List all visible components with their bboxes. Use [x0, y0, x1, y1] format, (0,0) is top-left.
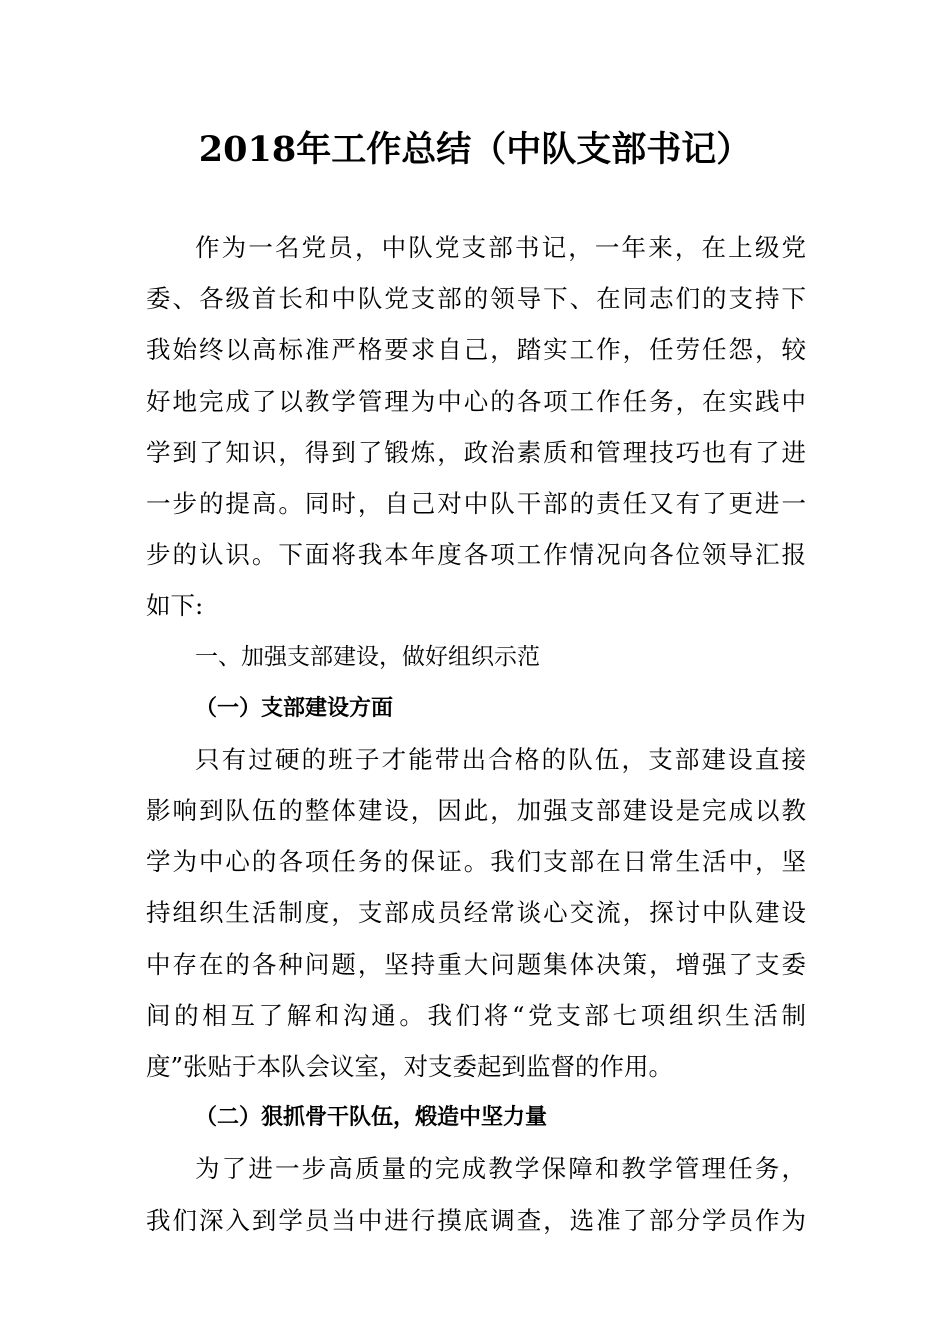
paragraph-line: 学为中心的各项任务的保证。我们支部在日常生活中，坚: [146, 847, 806, 877]
paragraph-line: 好地完成了以教学管理为中心的各项工作任务，在实践中: [146, 386, 806, 416]
paragraph-line: 持组织生活制度，支部成员经常谈心交流，探讨中队建设: [146, 898, 806, 928]
subsection-heading: （二）狠抓骨干队伍，煅造中坚力量: [195, 1105, 548, 1131]
document-body: [146, 222, 806, 1246]
paragraph-line: 作为一名党员，中队党支部书记，一年来，在上级党: [195, 233, 806, 262]
paragraph-line: 为了进一步高质量的完成教学保障和教学管理任务，: [195, 1154, 806, 1184]
paragraph-line: 我始终以高标准严格要求自己，踏实工作，任劳任怨，较: [146, 335, 806, 365]
subsection-heading: （一）支部建设方面: [195, 695, 394, 721]
paragraph-line: 如下:: [146, 591, 204, 621]
paragraph-line: 中存在的各种问题，坚持重大问题集体决策，增强了支委: [146, 949, 806, 979]
paragraph-line: 委、各级首长和中队党支部的领导下、在同志们的支持下: [146, 284, 806, 314]
paragraph-line: 步的认识。下面将我本年度各项工作情况向各位领导汇报: [146, 540, 806, 570]
paragraph-line: 影响到队伍的整体建设，因此，加强支部建设是完成以教: [146, 796, 806, 826]
document-title: 2018年工作总结（中队支部书记）: [198, 129, 752, 170]
paragraph-line: 一步的提高。同时，自己对中队干部的责任又有了更进一: [146, 488, 806, 518]
paragraph-line: 学到了知识，得到了锻炼，政治素质和管理技巧也有了进: [146, 437, 806, 467]
paragraph-line: 我们深入到学员当中进行摸底调查，选准了部分学员作为: [146, 1205, 806, 1235]
section-heading: 一、加强支部建设，做好组织示范: [195, 643, 540, 670]
paragraph-line: 度”张贴于本队会议室，对支委起到监督的作用。: [146, 1052, 674, 1081]
paragraph-line: 间的相互了解和沟通。我们将“党支部七项组织生活制: [146, 1000, 806, 1030]
paragraph-line: 只有过硬的班子才能带出合格的队伍，支部建设直接: [195, 744, 806, 774]
